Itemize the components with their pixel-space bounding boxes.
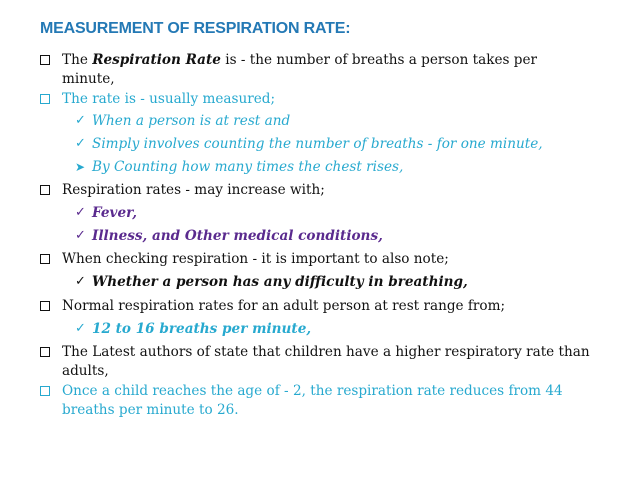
checkmark-icon: ✓ xyxy=(75,136,86,151)
bullet-continuation: minute, xyxy=(62,71,115,87)
text: Fever, xyxy=(92,205,138,221)
text: When checking respiration - it is important to also note; xyxy=(62,251,449,267)
square-bullet-icon xyxy=(40,94,50,104)
text: By Counting how many times the chest rises, xyxy=(92,159,404,175)
square-bullet-icon xyxy=(40,386,50,396)
square-bullet-icon xyxy=(40,55,50,65)
slide-title: MEASUREMENT OF RESPIRATION RATE: xyxy=(40,20,351,37)
text: 12 to 16 breaths per minute, xyxy=(92,321,312,337)
checkmark-icon: ✓ xyxy=(75,228,86,243)
text: Illness, and Other medical conditions, xyxy=(92,228,383,244)
arrowhead-icon: ➤ xyxy=(75,160,86,174)
square-bullet-icon xyxy=(40,254,50,264)
square-bullet-icon xyxy=(40,301,50,311)
checkmark-icon: ✓ xyxy=(75,205,86,220)
bullet-continuation: breaths per minute to 26. xyxy=(62,402,239,418)
square-bullet-icon xyxy=(40,185,50,195)
checkmark-icon: ✓ xyxy=(75,321,86,336)
emphasis-text: Respiration Rate xyxy=(92,52,221,68)
text: Normal respiration rates for an adult person at rest range from; xyxy=(62,298,506,314)
text: Once a child reaches the age of - 2, the respiration rate reduces from 44 xyxy=(62,383,563,399)
checkmark-icon: ✓ xyxy=(75,113,86,128)
checkmark-icon: ✓ xyxy=(75,274,86,289)
text: Respiration rates - may increase with; xyxy=(62,182,325,198)
text: The xyxy=(62,52,93,68)
text: is - the number of breaths a person takes per xyxy=(220,52,538,68)
text: The Latest authors of state that children have a higher respiratory rate than xyxy=(62,344,590,360)
text: When a person is at rest and xyxy=(92,113,291,129)
text: The rate is - usually measured; xyxy=(62,91,276,107)
bullet-continuation: adults, xyxy=(62,363,109,379)
text: Whether a person has any difficulty in breathing, xyxy=(92,274,468,290)
square-bullet-icon xyxy=(40,347,50,357)
text: Simply involves counting the number of breaths - for one minute, xyxy=(92,136,543,152)
